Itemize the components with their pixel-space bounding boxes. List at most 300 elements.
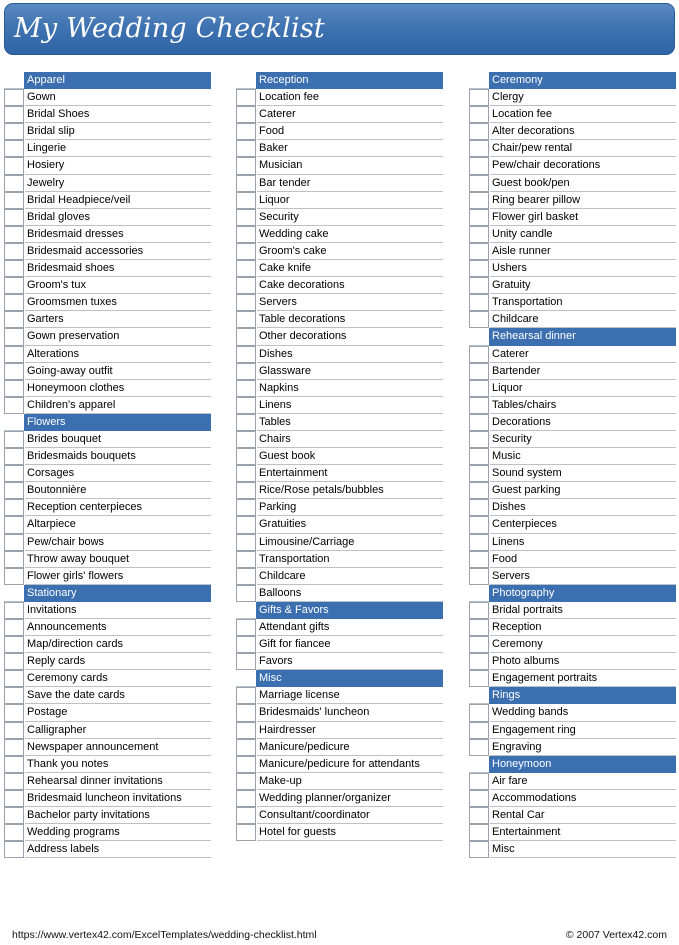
item-checkbox[interactable] [469, 704, 489, 721]
item-checkbox[interactable] [469, 414, 489, 431]
checklist-item [236, 140, 443, 157]
item-checkbox[interactable] [469, 482, 489, 499]
item-label: Bridesmaid dresses [25, 226, 211, 243]
item-checkbox[interactable] [469, 534, 489, 551]
item-checkbox[interactable] [469, 431, 489, 448]
item-checkbox[interactable] [469, 619, 489, 636]
checklist-item [4, 465, 211, 482]
section-header-label: Reception [256, 72, 443, 89]
item-checkbox[interactable] [469, 653, 489, 670]
item-checkbox[interactable] [4, 824, 24, 841]
checklist-item [469, 602, 676, 619]
checklist-item [4, 448, 211, 465]
item-label: Gift for fiancee [257, 636, 443, 653]
item-checkbox[interactable] [236, 687, 256, 704]
checklist-item [4, 739, 211, 756]
item-checkbox[interactable] [236, 773, 256, 790]
item-checkbox[interactable] [469, 140, 489, 157]
item-label: Limousine/Carriage [257, 534, 443, 551]
item-checkbox[interactable] [236, 516, 256, 533]
section-header-label: Rings [489, 687, 676, 704]
item-label: Save the date cards [25, 687, 211, 704]
item-checkbox[interactable] [4, 157, 24, 174]
header-spacer [469, 585, 489, 602]
item-checkbox[interactable] [469, 516, 489, 533]
section-header-label: Stationary [24, 585, 211, 602]
item-checkbox[interactable] [236, 140, 256, 157]
item-label: Gratuities [257, 516, 443, 533]
item-checkbox[interactable] [4, 431, 24, 448]
checklist-item [4, 824, 211, 841]
checklist-item [236, 346, 443, 363]
checklist-item [236, 824, 443, 841]
checklist-item [469, 311, 676, 328]
item-label: Thank you notes [25, 756, 211, 773]
item-checkbox[interactable] [4, 534, 24, 551]
header-spacer [469, 72, 489, 89]
item-checkbox[interactable] [4, 346, 24, 363]
checklist-item [469, 653, 676, 670]
checklist-item [4, 277, 211, 294]
item-label: Bridesmaid luncheon invitations [25, 790, 211, 807]
item-checkbox[interactable] [4, 670, 24, 687]
item-checkbox[interactable] [469, 294, 489, 311]
checklist-item [4, 482, 211, 499]
item-label: Hairdresser [257, 722, 443, 739]
checklist-item [236, 773, 443, 790]
item-checkbox[interactable] [236, 89, 256, 106]
item-checkbox[interactable] [4, 841, 24, 858]
item-label: Childcare [490, 311, 676, 328]
item-checkbox[interactable] [4, 175, 24, 192]
item-checkbox[interactable] [469, 277, 489, 294]
item-label: Bachelor party invitations [25, 807, 211, 824]
item-checkbox[interactable] [4, 209, 24, 226]
checklist-item [469, 294, 676, 311]
checklist-item [469, 431, 676, 448]
checklist-item [236, 209, 443, 226]
item-label: Transportation [490, 294, 676, 311]
item-checkbox[interactable] [4, 704, 24, 721]
item-checkbox[interactable] [469, 448, 489, 465]
item-checkbox[interactable] [236, 790, 256, 807]
item-checkbox[interactable] [236, 568, 256, 585]
item-checkbox[interactable] [4, 260, 24, 277]
checklist-column-2 [236, 72, 443, 841]
item-checkbox[interactable] [236, 328, 256, 345]
item-checkbox[interactable] [4, 363, 24, 380]
checklist-item [4, 722, 211, 739]
checklist-item [4, 157, 211, 174]
item-checkbox[interactable] [236, 209, 256, 226]
checklist-item [469, 670, 676, 687]
item-label: Dishes [257, 346, 443, 363]
item-checkbox[interactable] [469, 311, 489, 328]
checklist-item [469, 516, 676, 533]
item-label: Tables/chairs [490, 397, 676, 414]
checklist-item [469, 89, 676, 106]
item-checkbox[interactable] [469, 89, 489, 106]
item-label: Throw away bouquet [25, 551, 211, 568]
item-checkbox[interactable] [236, 277, 256, 294]
item-label: Hotel for guests [257, 824, 443, 841]
checklist-item [469, 807, 676, 824]
item-checkbox[interactable] [236, 465, 256, 482]
checklist-item [4, 636, 211, 653]
item-checkbox[interactable] [236, 448, 256, 465]
item-checkbox[interactable] [4, 311, 24, 328]
checklist-item [469, 534, 676, 551]
item-checkbox[interactable] [236, 704, 256, 721]
item-checkbox[interactable] [4, 123, 24, 140]
item-checkbox[interactable] [236, 414, 256, 431]
item-checkbox[interactable] [4, 328, 24, 345]
checklist-item [469, 106, 676, 123]
item-label: Caterer [490, 346, 676, 363]
item-checkbox[interactable] [236, 226, 256, 243]
item-label: Location fee [257, 89, 443, 106]
item-label: Consultant/coordinator [257, 807, 443, 824]
header-spacer [4, 414, 24, 431]
item-checkbox[interactable] [469, 209, 489, 226]
item-label: Garters [25, 311, 211, 328]
item-label: Bridesmaids' luncheon [257, 704, 443, 721]
item-checkbox[interactable] [4, 380, 24, 397]
footer-url[interactable]: https://www.vertex42.com/ExcelTemplates/wedding-checklist.html [12, 929, 317, 941]
item-checkbox[interactable] [469, 722, 489, 739]
checklist-item [236, 431, 443, 448]
item-checkbox[interactable] [236, 534, 256, 551]
item-checkbox[interactable] [469, 260, 489, 277]
item-label: Marriage license [257, 687, 443, 704]
item-label: Centerpieces [490, 516, 676, 533]
item-checkbox[interactable] [4, 722, 24, 739]
checklist-item [4, 363, 211, 380]
checklist-item [236, 277, 443, 294]
item-checkbox[interactable] [4, 277, 24, 294]
item-checkbox[interactable] [4, 226, 24, 243]
item-label: Engagement portraits [490, 670, 676, 687]
item-checkbox[interactable] [236, 294, 256, 311]
item-label: Gown preservation [25, 328, 211, 345]
item-checkbox[interactable] [469, 175, 489, 192]
checklist-item [4, 226, 211, 243]
checklist-item [4, 807, 211, 824]
item-label: Chairs [257, 431, 443, 448]
checklist-item [469, 346, 676, 363]
item-checkbox[interactable] [4, 653, 24, 670]
item-label: Reception [490, 619, 676, 636]
item-checkbox[interactable] [4, 192, 24, 209]
item-label: Aisle runner [490, 243, 676, 260]
item-label: Brides bouquet [25, 431, 211, 448]
checklist-item [236, 687, 443, 704]
item-checkbox[interactable] [236, 380, 256, 397]
item-label: Food [490, 551, 676, 568]
item-label: Childcare [257, 568, 443, 585]
item-label: Baker [257, 140, 443, 157]
checklist-item [236, 260, 443, 277]
item-label: Groomsmen tuxes [25, 294, 211, 311]
item-checkbox[interactable] [4, 516, 24, 533]
checklist-item [469, 363, 676, 380]
item-checkbox[interactable] [236, 653, 256, 670]
item-checkbox[interactable] [469, 123, 489, 140]
item-checkbox[interactable] [4, 140, 24, 157]
header-spacer [4, 585, 24, 602]
item-checkbox[interactable] [236, 499, 256, 516]
checklist-item [236, 568, 443, 585]
checklist-item [236, 397, 443, 414]
checklist-item [469, 397, 676, 414]
item-checkbox[interactable] [469, 499, 489, 516]
item-checkbox[interactable] [469, 568, 489, 585]
item-label: Children's apparel [25, 397, 211, 414]
item-checkbox[interactable] [4, 482, 24, 499]
item-checkbox[interactable] [236, 175, 256, 192]
checklist-item [469, 157, 676, 174]
checklist-item [236, 465, 443, 482]
item-checkbox[interactable] [469, 824, 489, 841]
checklist-item [4, 619, 211, 636]
item-label: Cake decorations [257, 277, 443, 294]
item-checkbox[interactable] [469, 670, 489, 687]
item-label: Flower girls' flowers [25, 568, 211, 585]
item-label: Ring bearer pillow [490, 192, 676, 209]
checklist-item [4, 568, 211, 585]
item-checkbox[interactable] [469, 551, 489, 568]
checklist-item [469, 209, 676, 226]
section-header [4, 585, 211, 602]
checklist-item [469, 824, 676, 841]
item-label: Newspaper announcement [25, 739, 211, 756]
item-checkbox[interactable] [469, 106, 489, 123]
checklist-item [469, 465, 676, 482]
item-checkbox[interactable] [236, 192, 256, 209]
checklist-item [236, 482, 443, 499]
item-label: Groom's tux [25, 277, 211, 294]
item-checkbox[interactable] [4, 602, 24, 619]
item-checkbox[interactable] [469, 739, 489, 756]
item-label: Servers [257, 294, 443, 311]
item-checkbox[interactable] [236, 243, 256, 260]
checklist-item [469, 619, 676, 636]
header-spacer [4, 72, 24, 89]
checklist-item [4, 106, 211, 123]
item-checkbox[interactable] [236, 346, 256, 363]
item-label: Altarpiece [25, 516, 211, 533]
checklist-item [469, 448, 676, 465]
checklist-item [4, 311, 211, 328]
item-checkbox[interactable] [236, 397, 256, 414]
item-label: Bartender [490, 363, 676, 380]
checklist-item [236, 363, 443, 380]
item-label: Wedding planner/organizer [257, 790, 443, 807]
item-checkbox[interactable] [4, 551, 24, 568]
item-checkbox[interactable] [236, 311, 256, 328]
item-label: Bridal Shoes [25, 106, 211, 123]
checklist-item [236, 192, 443, 209]
item-label: Bridesmaid accessories [25, 243, 211, 260]
item-checkbox[interactable] [469, 807, 489, 824]
section-header-label: Gifts & Favors [256, 602, 443, 619]
item-label: Parking [257, 499, 443, 516]
checklist-item [4, 516, 211, 533]
item-label: Musician [257, 157, 443, 174]
checklist-item [236, 704, 443, 721]
item-label: Corsages [25, 465, 211, 482]
header-spacer [469, 756, 489, 773]
item-label: Boutonnière [25, 482, 211, 499]
item-label: Reply cards [25, 653, 211, 670]
checklist-item [236, 499, 443, 516]
section-header [469, 328, 676, 345]
item-checkbox[interactable] [469, 157, 489, 174]
item-label: Guest book/pen [490, 175, 676, 192]
checklist-item [469, 260, 676, 277]
item-checkbox[interactable] [4, 807, 24, 824]
item-checkbox[interactable] [469, 790, 489, 807]
checklist-item [236, 790, 443, 807]
item-checkbox[interactable] [236, 123, 256, 140]
item-checkbox[interactable] [4, 499, 24, 516]
section-header-label: Flowers [24, 414, 211, 431]
item-checkbox[interactable] [469, 773, 489, 790]
item-label: Reception centerpieces [25, 499, 211, 516]
item-checkbox[interactable] [469, 602, 489, 619]
checklist-item [236, 123, 443, 140]
item-label: Transportation [257, 551, 443, 568]
section-header [236, 602, 443, 619]
item-checkbox[interactable] [236, 739, 256, 756]
item-label: Linens [257, 397, 443, 414]
item-checkbox[interactable] [236, 756, 256, 773]
checklist-item [469, 773, 676, 790]
item-checkbox[interactable] [4, 243, 24, 260]
item-label: Cake knife [257, 260, 443, 277]
item-checkbox[interactable] [469, 363, 489, 380]
section-header [4, 72, 211, 89]
item-checkbox[interactable] [469, 192, 489, 209]
item-checkbox[interactable] [4, 790, 24, 807]
checklist-item [469, 841, 676, 858]
item-checkbox[interactable] [236, 363, 256, 380]
item-label: Food [257, 123, 443, 140]
item-label: Alterations [25, 346, 211, 363]
item-checkbox[interactable] [236, 722, 256, 739]
item-label: Misc [490, 841, 676, 858]
item-checkbox[interactable] [469, 380, 489, 397]
checklist-item [236, 739, 443, 756]
item-checkbox[interactable] [469, 397, 489, 414]
item-checkbox[interactable] [4, 89, 24, 106]
checklist-item [469, 277, 676, 294]
item-label: Alter decorations [490, 123, 676, 140]
checklist-item [236, 328, 443, 345]
checklist-item [236, 653, 443, 670]
checklist-item [4, 670, 211, 687]
item-label: Guest book [257, 448, 443, 465]
item-label: Unity candle [490, 226, 676, 243]
item-checkbox[interactable] [4, 636, 24, 653]
checklist-item [236, 585, 443, 602]
checklist-item [236, 722, 443, 739]
section-header-label: Ceremony [489, 72, 676, 89]
checklist-item [4, 140, 211, 157]
item-checkbox[interactable] [236, 260, 256, 277]
checklist-item [4, 704, 211, 721]
item-checkbox[interactable] [4, 397, 24, 414]
checklist-item [4, 499, 211, 516]
item-checkbox[interactable] [236, 431, 256, 448]
item-label: Air fare [490, 773, 676, 790]
item-label: Flower girl basket [490, 209, 676, 226]
item-label: Liquor [257, 192, 443, 209]
item-checkbox[interactable] [469, 346, 489, 363]
checklist-item [236, 157, 443, 174]
item-checkbox[interactable] [4, 773, 24, 790]
item-checkbox[interactable] [4, 106, 24, 123]
checklist-item [4, 841, 211, 858]
checklist-item [236, 516, 443, 533]
item-label: Calligrapher [25, 722, 211, 739]
checklist-item [4, 294, 211, 311]
checklist-item [236, 551, 443, 568]
item-checkbox[interactable] [469, 636, 489, 653]
checklist-item [4, 346, 211, 363]
item-label: Bridesmaids bouquets [25, 448, 211, 465]
item-label: Attendant gifts [257, 619, 443, 636]
item-checkbox[interactable] [469, 841, 489, 858]
item-label: Entertainment [490, 824, 676, 841]
item-label: Pew/chair bows [25, 534, 211, 551]
item-checkbox[interactable] [236, 824, 256, 841]
item-checkbox[interactable] [4, 465, 24, 482]
checklist-item [469, 175, 676, 192]
item-checkbox[interactable] [4, 294, 24, 311]
item-checkbox[interactable] [236, 482, 256, 499]
item-checkbox[interactable] [4, 756, 24, 773]
item-checkbox[interactable] [236, 106, 256, 123]
item-checkbox[interactable] [4, 448, 24, 465]
section-header [4, 414, 211, 431]
item-checkbox[interactable] [4, 687, 24, 704]
checklist-item [4, 328, 211, 345]
item-label: Accommodations [490, 790, 676, 807]
item-checkbox[interactable] [469, 226, 489, 243]
item-label: Clergy [490, 89, 676, 106]
item-checkbox[interactable] [4, 739, 24, 756]
item-checkbox[interactable] [236, 157, 256, 174]
item-label: Favors [257, 653, 443, 670]
checklist-item [469, 722, 676, 739]
item-label: Wedding programs [25, 824, 211, 841]
item-checkbox[interactable] [236, 619, 256, 636]
item-checkbox[interactable] [469, 465, 489, 482]
checklist-item [469, 739, 676, 756]
item-checkbox[interactable] [236, 807, 256, 824]
item-checkbox[interactable] [4, 568, 24, 585]
checklist-item [236, 89, 443, 106]
checklist-column-3 [469, 72, 676, 858]
item-label: Ushers [490, 260, 676, 277]
item-checkbox[interactable] [236, 636, 256, 653]
item-checkbox[interactable] [236, 585, 256, 602]
header-spacer [236, 602, 256, 619]
item-checkbox[interactable] [469, 243, 489, 260]
item-checkbox[interactable] [236, 551, 256, 568]
item-checkbox[interactable] [4, 619, 24, 636]
